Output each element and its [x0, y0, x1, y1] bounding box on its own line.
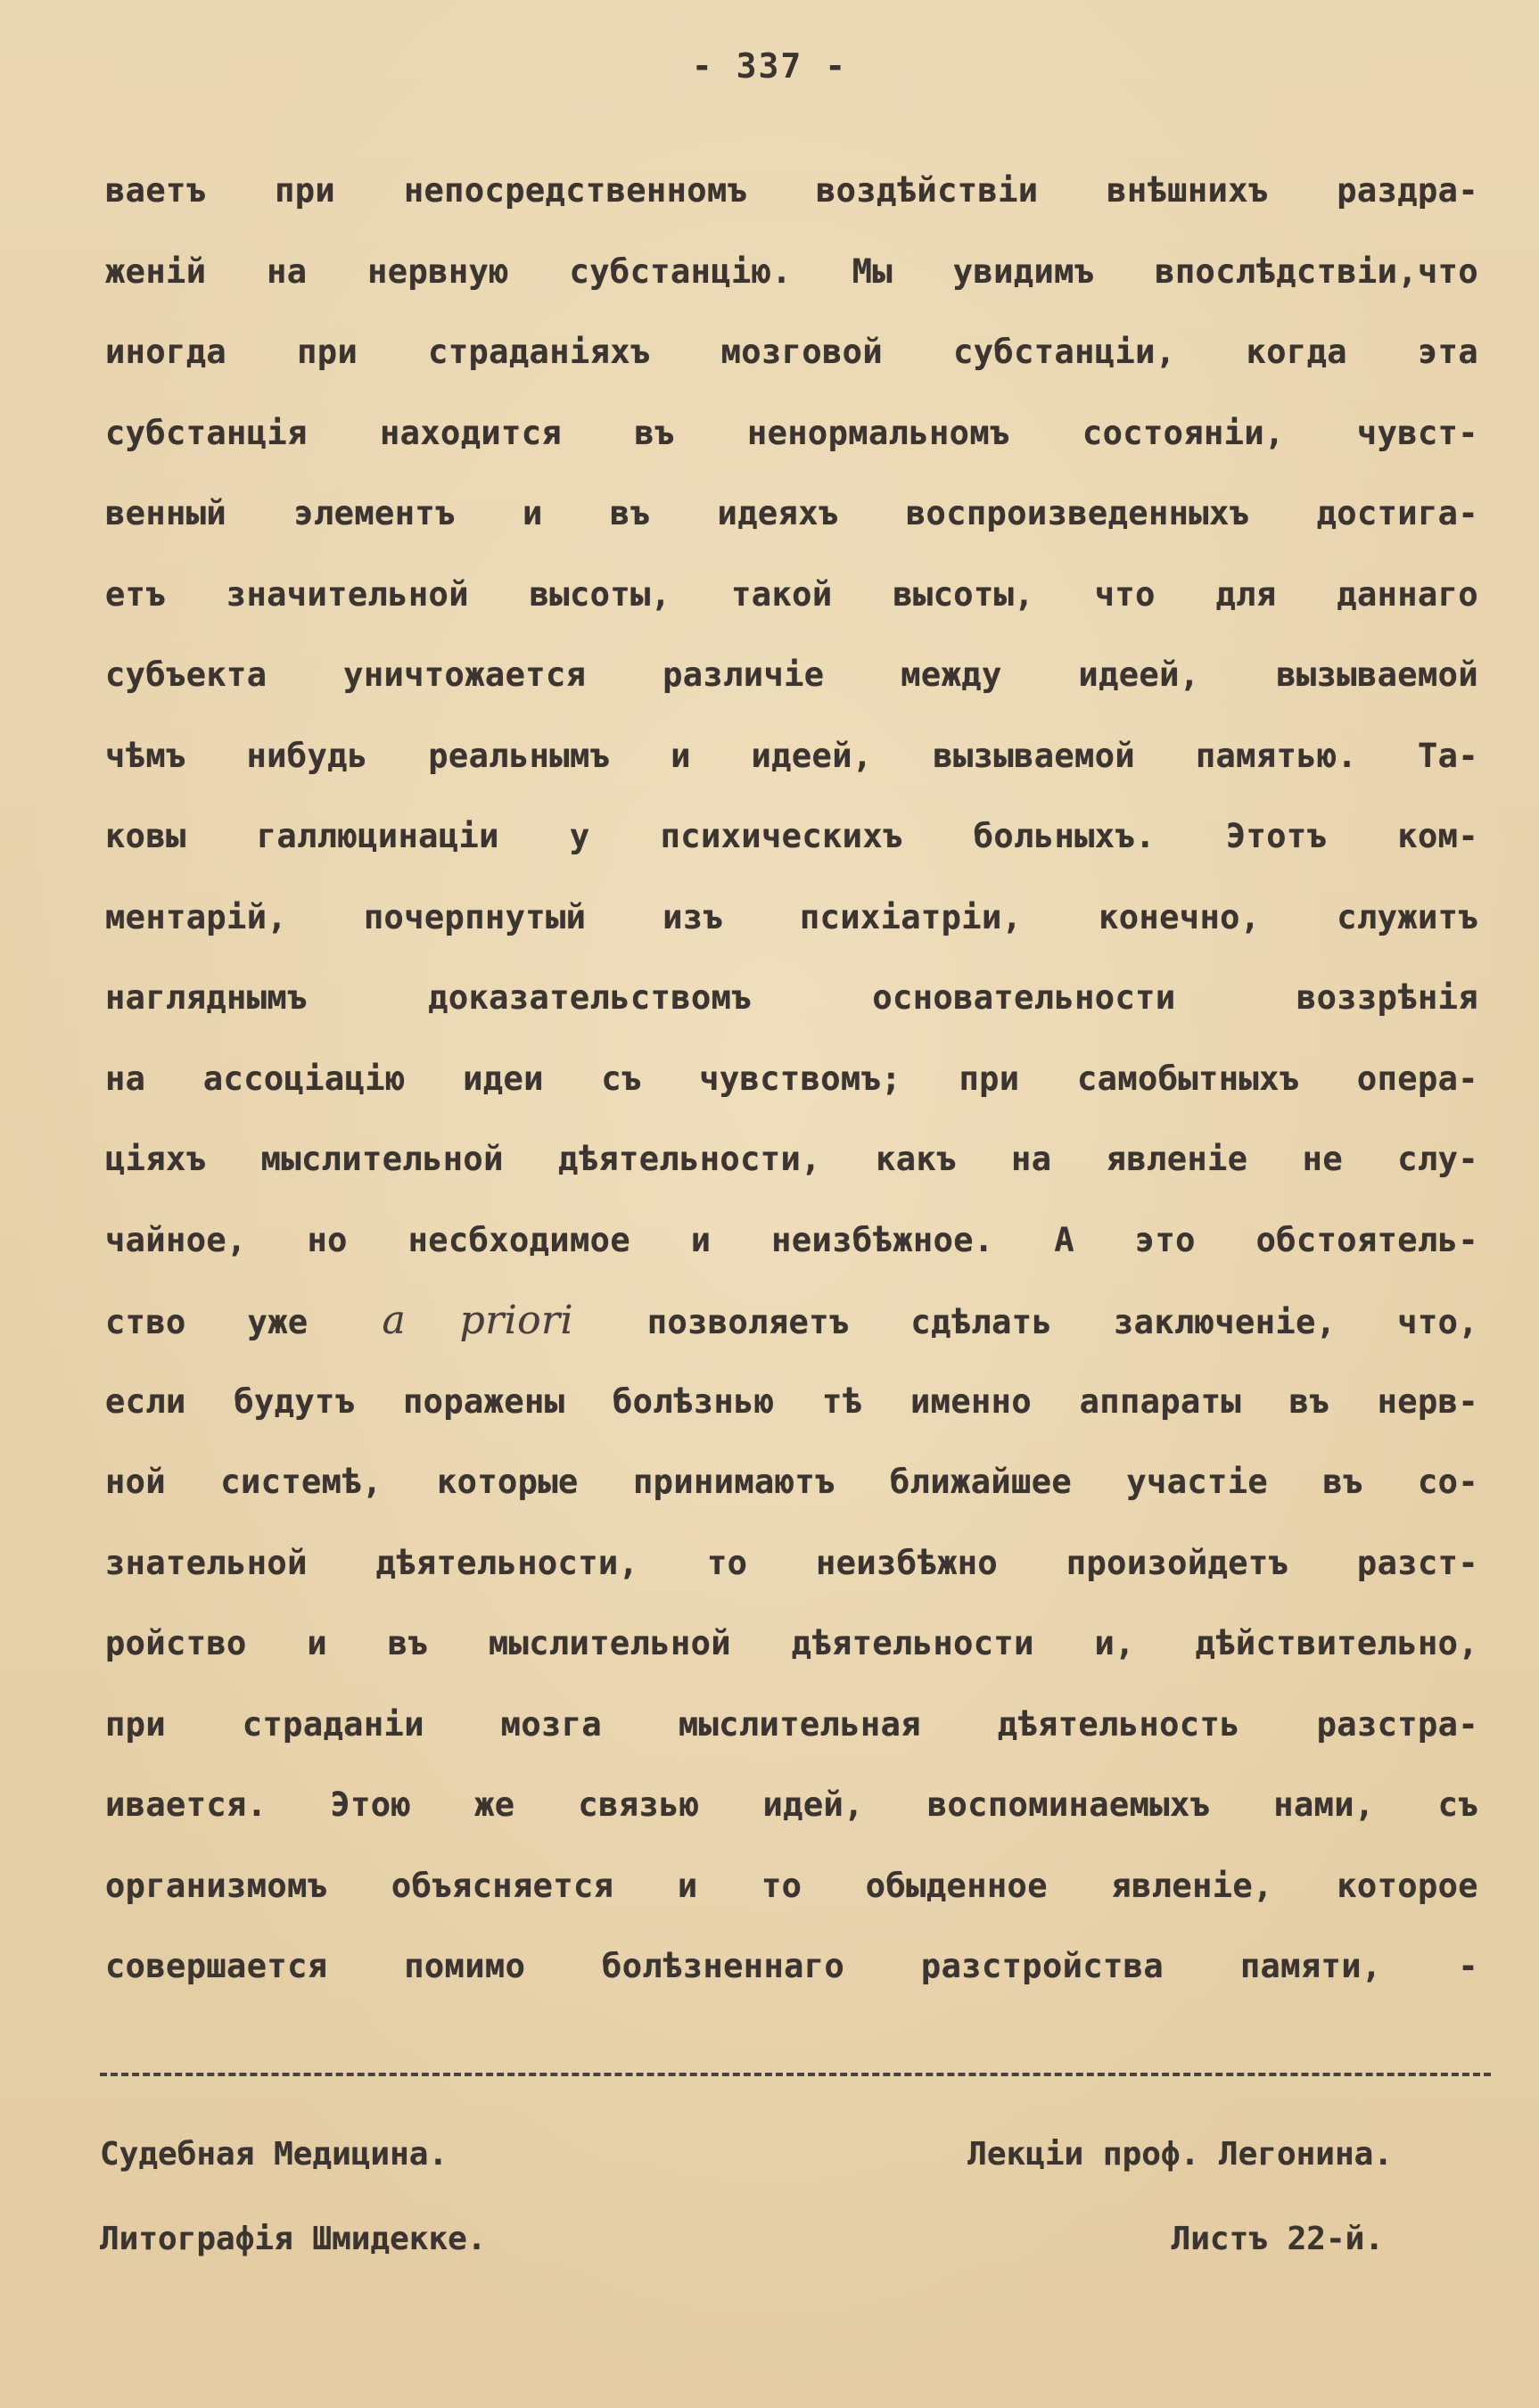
- text-segment: ство уже: [105, 1303, 309, 1341]
- body-text: [105, 163, 1478, 2020]
- text-line: ковы галлюцинаціи у психическихъ больныхъ. Этотъ ком-: [105, 817, 1478, 855]
- text-line: чѣмъ нибудь реальнымъ и идеей, вызываемой памятью. Та-: [105, 736, 1478, 775]
- footer-printer: Литографія Шмидекке.: [100, 2221, 487, 2257]
- text-line: субъекта уничтожается различіе между идеей, вызываемой: [105, 656, 1478, 694]
- text-line: на ассоціацію идеи съ чувствомъ; при самобытныхъ опера-: [105, 1059, 1478, 1098]
- text-line: организмомъ объясняется и то обыденное явленіе, которое: [105, 1866, 1478, 1905]
- text-segment: позволяетъ сдѣлать заключеніе, что,: [646, 1303, 1478, 1341]
- text-line: субстанція находится въ ненормальномъ состояніи, чувст-: [105, 413, 1478, 452]
- text-line: ціяхъ мыслительной дѣятельности, какъ на явленіе не слу-: [105, 1140, 1478, 1178]
- text-line: ментарій, почерпнутый изъ психіатріи, конечно, служитъ: [105, 897, 1478, 936]
- footer-divider: [100, 2073, 1491, 2076]
- text-line: етъ значительной высоты, такой высоты, что для даннаго: [105, 574, 1478, 614]
- footer-row: [100, 2136, 1411, 2173]
- text-line: нагляднымъ доказательствомъ основательности воззрѣнія: [105, 978, 1478, 1017]
- text-line: ивается. Этою же связью идей, воспоминаемыхъ нами, съ: [105, 1785, 1478, 1824]
- text-line: ваетъ при непосредственномъ воздѣйствіи внѣшнихъ раздра-: [105, 171, 1478, 210]
- text-line: знательной дѣятельности, то неизбѣжно произойдетъ разст-: [105, 1543, 1478, 1582]
- footer-course-title: Судебная Медицина.: [100, 2136, 449, 2173]
- footer-lecturer: Лекціи проф. Легонина.: [967, 2136, 1393, 2173]
- text-line: женій на нервную субстанцію. Мы увидимъ впослѣдствіи,что: [105, 252, 1478, 291]
- text-line: чайное, но несбходимое и неизбѣжное. А это обстоятель-: [105, 1220, 1478, 1259]
- text-line: при страданіи мозга мыслительная дѣятельность разстра-: [105, 1704, 1478, 1744]
- page-number: - 337 -: [691, 46, 848, 86]
- handwritten-insertion: a priori: [382, 1298, 573, 1343]
- text-line: ной системѣ, которые принимаютъ ближайшее участіе въ со-: [105, 1463, 1478, 1501]
- footer-sheet-number: Листъ 22-й.: [1171, 2221, 1384, 2257]
- text-line: венный элементъ и въ идеяхъ воспроизведенныхъ достига-: [105, 494, 1478, 532]
- text-line: если будутъ поражены болѣзнью тѣ именно аппараты въ нерв-: [105, 1381, 1478, 1421]
- text-line: иногда при страданіяхъ мозговой субстанціи, когда эта: [105, 333, 1478, 371]
- text-line: совершается помимо болѣзненнаго разстройства памяти, -: [105, 1947, 1478, 1985]
- text-line-with-handwriting: [105, 1293, 1478, 1374]
- footer-row: [100, 2221, 1411, 2257]
- text-line: ройство и въ мыслительной дѣятельности и, дѣйствительно,: [105, 1624, 1478, 1662]
